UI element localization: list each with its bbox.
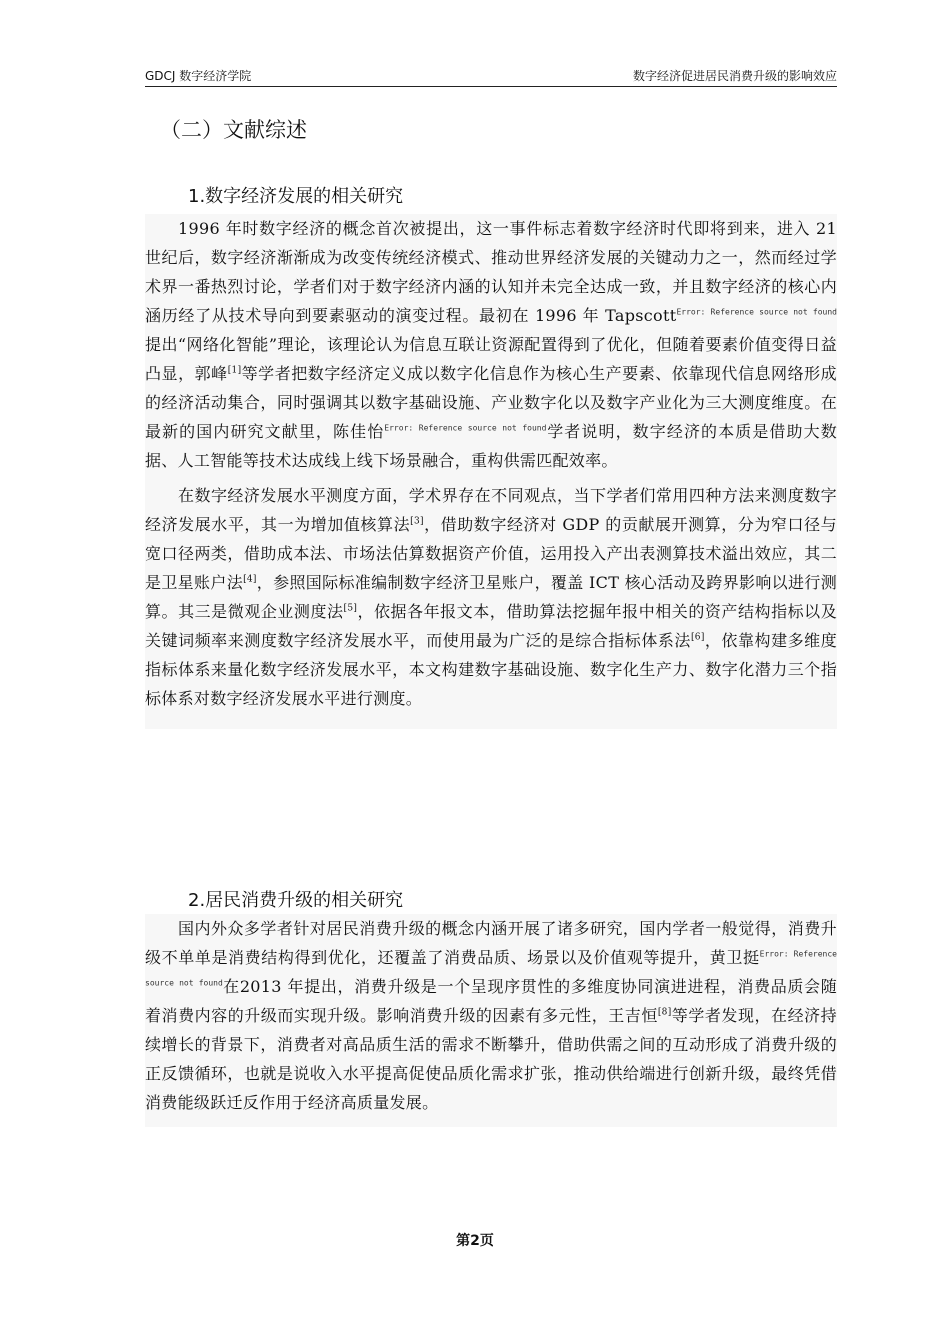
- text-run: 国内外众多学者针对居民消费升级的概念内涵开展了诸多研究，国内学者一般觉得，消费升级不单单是消费结构得到优化，还覆盖了消费品质、场景以及价值观等提升，黄卫挺: [145, 919, 837, 967]
- citation: [6]: [690, 632, 705, 643]
- citation: [8]: [657, 1007, 672, 1018]
- header-right-text: 数字经济促进居民消费升级的影响效应: [632, 69, 837, 83]
- text-run: 1996 年时数字经济的概念首次被提出，这一事件标志着数字经济时代即将到来，进入 21 世纪后，数字经济渐渐成为改变传统经济模式、推动世界经济发展的关键动力之一，然而经过学术界一番热烈讨论，学者们对于数字经济内涵的认知并未完全达成一致，并且数字经济的核心内涵历经了从技术导向到要素驱动的演变过程。最初在 1996 年 Tapscott: [145, 219, 837, 325]
- paragraph-1: [145, 214, 837, 475]
- subsection-1-body: [145, 214, 837, 729]
- text-run: ，借助数字经济对 GDP 的贡献展开测算，分为窄口径与宽口径两类，借助成本法、市场法估算数据资产价值，运用投入产出表测算技术溢出效应，其二是卫星账户法: [145, 515, 837, 592]
- citation: [4]: [243, 574, 257, 585]
- reference-error: Error: Reference source not found: [145, 949, 837, 988]
- subsection-2-body: [145, 914, 837, 1127]
- paragraph-3: [145, 914, 837, 1117]
- citation: [1]: [227, 365, 242, 376]
- reference-error: Error: Reference source not found: [676, 307, 837, 317]
- section-title: （二）文献综述: [160, 118, 307, 142]
- citation: [5]: [343, 603, 358, 614]
- text-run: 提出“网络化智能”理论，该理论认为信息互联让资源配置得到了优化，但随着要素价值变得日益凸显，郭峰: [145, 335, 837, 383]
- subsection-1-heading: 1.数字经济发展的相关研究: [188, 186, 404, 207]
- page-header: [145, 64, 837, 87]
- text-run: 学者说明，数字经济的本质是借助大数据、人工智能等技术达成线上线下场景融合，重构供需匹配效率。: [145, 422, 837, 470]
- header-left-text: GDCJ 数字经济学院: [145, 69, 252, 83]
- text-run: 等学者发现，在经济持续增长的背景下，消费者对高品质生活的需求不断攀升，借助供需之间的互动形成了消费升级的正反馈循环，也就是说收入水平提高促使品质化需求扩张，推动供给端进行创新升级，最终凭借消费能级跃迁反作用于经济高质量发展。: [145, 1006, 837, 1112]
- text-run: 在2013 年提出，消费升级是一个呈现序贯性的多维度协同演进进程，消费品质会随着消费内容的升级而实现升级。影响消费升级的因素有多元性，王吉恒: [145, 977, 837, 1025]
- page-number: 第2页: [456, 1233, 494, 1249]
- reference-error: Error: Reference source not found: [384, 423, 547, 433]
- text-run: 在数字经济发展水平测度方面，学术界存在不同观点，当下学者们常用四种方法来测度数字经济发展水平，其一为增加值核算法: [145, 486, 837, 534]
- text-run: ，依据各年报文本，借助算法挖掘年报中相关的资产结构指标以及关键词频率来测度数字经济发展水平，而使用最为广泛的是综合指标体系法: [145, 602, 837, 650]
- citation: [3]: [410, 516, 424, 527]
- text-run: 等学者把数字经济定义成以数字化信息作为核心生产要素、依靠现代信息网络形成的经济活动集合，同时强调其以数字基础设施、产业数字化以及数字产业化为三大测度维度。在最新的国内研究文献里，陈佳怡: [145, 364, 837, 441]
- paragraph-2: [145, 481, 837, 713]
- subsection-2-heading: 2.居民消费升级的相关研究: [188, 890, 404, 911]
- text-run: ，参照国际标准编制数字经济卫星账户，覆盖 ICT 核心活动及跨界影响以进行测算。其三是微观企业测度法: [145, 573, 837, 621]
- text-run: ，依靠构建多维度指标体系来量化数字经济发展水平，本文构建数字基础设施、数字化生产力、数字化潜力三个指标体系对数字经济发展水平进行测度。: [145, 631, 837, 708]
